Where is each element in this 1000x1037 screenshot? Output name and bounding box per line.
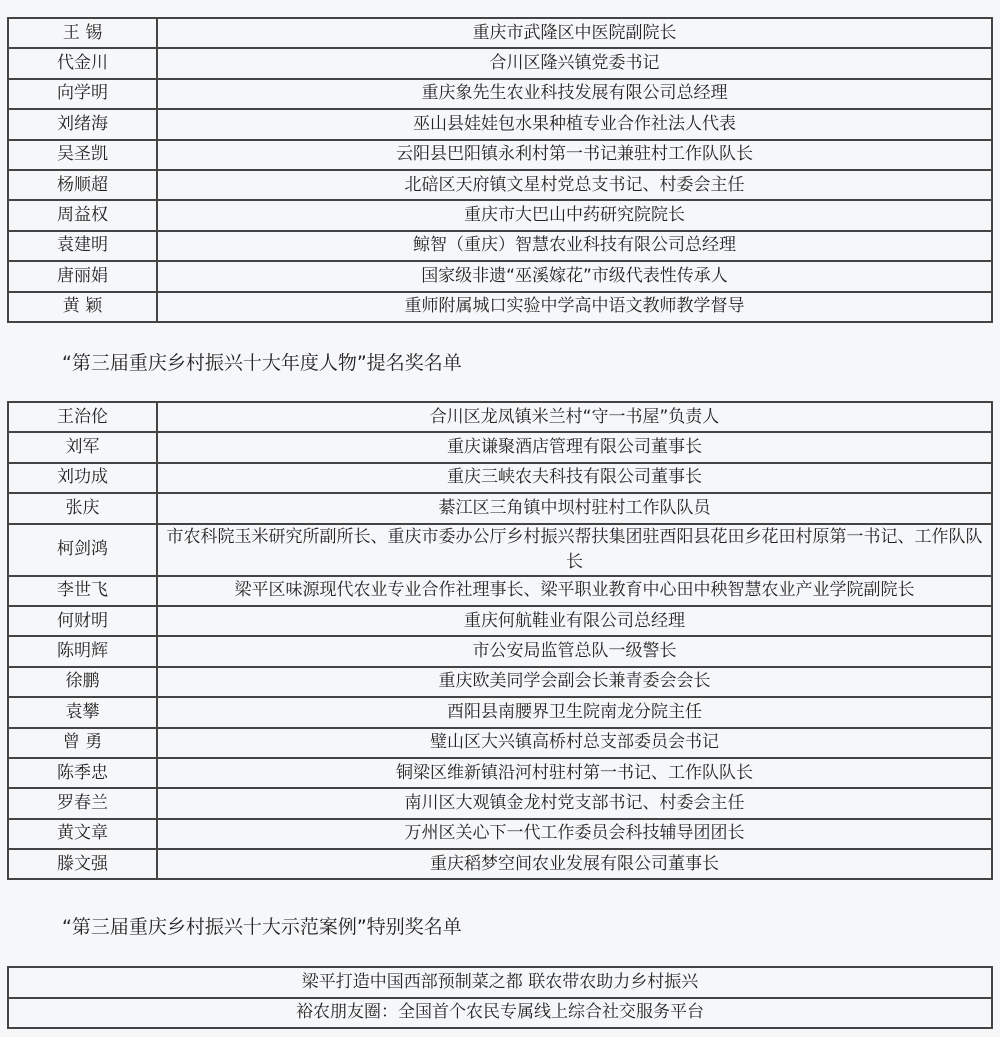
nomination-award-table (7, 401, 993, 880)
person-name-cell: 刘绪海 (8, 109, 157, 139)
person-name-cell: 代金川 (8, 48, 157, 78)
person-name-cell: 王治伦 (8, 402, 157, 432)
person-role-cell: 铜梁区维新镇沿河村驻村第一书记、工作队队长 (157, 758, 992, 788)
table-row (8, 463, 992, 493)
person-name-cell: 唐丽娟 (8, 261, 157, 291)
case-title-cell: 梁平打造中国西部预制菜之都 联农带农助力乡村振兴 (8, 967, 992, 998)
table-row (8, 493, 992, 523)
table-row (8, 200, 992, 230)
person-role-cell: 国家级非遗“巫溪嫁花”市级代表性传承人 (157, 261, 992, 291)
table-row (8, 667, 992, 697)
person-role-cell: 合川区隆兴镇党委书记 (157, 48, 992, 78)
table-row (8, 728, 992, 758)
person-name-cell: 李世飞 (8, 576, 157, 606)
table-row (8, 261, 992, 291)
table-row (8, 849, 992, 879)
person-role-cell: 重庆何航鞋业有限公司总经理 (157, 606, 992, 636)
special-award-table (7, 966, 993, 1029)
person-name-cell: 徐鹏 (8, 667, 157, 697)
person-role-cell: 重师附属城口实验中学高中语文教师教学督导 (157, 292, 992, 322)
person-role-cell: 市农科院玉米研究所副所长、重庆市委办公厅乡村振兴帮扶集团驻酉阳县花田乡花田村原第一书记、工作队队长 (157, 524, 992, 576)
table-row (8, 576, 992, 606)
person-name-cell: 王 锡 (8, 18, 157, 48)
person-name-cell: 罗春兰 (8, 788, 157, 818)
table-row (8, 998, 992, 1029)
person-name-cell: 柯剑鸿 (8, 524, 157, 576)
person-name-cell: 杨顺超 (8, 170, 157, 200)
table-row (8, 697, 992, 727)
table-row (8, 524, 992, 576)
person-name-cell: 黄 颖 (8, 292, 157, 322)
table-row (8, 140, 992, 170)
honoree-table-1 (7, 17, 993, 323)
table-row (8, 432, 992, 462)
nomination-award-table-body (8, 402, 992, 879)
person-name-cell: 陈明辉 (8, 636, 157, 666)
person-role-cell: 云阳县巴阳镇永利村第一书记兼驻村工作队队长 (157, 140, 992, 170)
table-row (8, 636, 992, 666)
person-role-cell: 重庆象先生农业科技发展有限公司总经理 (157, 79, 992, 109)
person-role-cell: 重庆谦聚酒店管理有限公司董事长 (157, 432, 992, 462)
person-name-cell: 周益权 (8, 200, 157, 230)
table-row (8, 788, 992, 818)
person-role-cell: 市公安局监管总队一级警长 (157, 636, 992, 666)
person-role-cell: 南川区大观镇金龙村党支部书记、村委会主任 (157, 788, 992, 818)
person-name-cell: 吴圣凯 (8, 140, 157, 170)
case-title-cell: 裕农朋友圈：全国首个农民专属线上综合社交服务平台 (8, 998, 992, 1029)
table-row (8, 292, 992, 322)
person-role-cell: 梁平区味源现代农业专业合作社理事长、梁平职业教育中心田中秧智慧农业产业学院副院长 (157, 576, 992, 606)
person-name-cell: 袁攀 (8, 697, 157, 727)
person-name-cell: 向学明 (8, 79, 157, 109)
person-name-cell: 陈季忠 (8, 758, 157, 788)
table-row (8, 819, 992, 849)
person-role-cell: 巫山县娃娃包水果种植专业合作社法人代表 (157, 109, 992, 139)
table-row (8, 231, 992, 261)
person-role-cell: 鲸智（重庆）智慧农业科技有限公司总经理 (157, 231, 992, 261)
person-role-cell: 綦江区三角镇中坝村驻村工作队队员 (157, 493, 992, 523)
person-name-cell: 何财明 (8, 606, 157, 636)
nomination-award-heading: “第三届重庆乡村振兴十大年度人物”提名奖名单 (62, 352, 462, 374)
person-role-cell: 璧山区大兴镇高桥村总支部委员会书记 (157, 728, 992, 758)
person-name-cell: 刘功成 (8, 463, 157, 493)
table-row (8, 48, 992, 78)
table-row (8, 606, 992, 636)
table-row (8, 758, 992, 788)
person-name-cell: 滕文强 (8, 849, 157, 879)
person-name-cell: 袁建明 (8, 231, 157, 261)
person-role-cell: 酉阳县南腰界卫生院南龙分院主任 (157, 697, 992, 727)
person-role-cell: 重庆稻梦空间农业发展有限公司董事长 (157, 849, 992, 879)
table-row (8, 109, 992, 139)
person-role-cell: 合川区龙凤镇米兰村“守一书屋”负责人 (157, 402, 992, 432)
honoree-table-1-body (8, 18, 992, 322)
person-role-cell: 北碚区天府镇文星村党总支书记、村委会主任 (157, 170, 992, 200)
person-role-cell: 重庆市大巴山中药研究院院长 (157, 200, 992, 230)
special-award-table-body (8, 967, 992, 1028)
person-role-cell: 万州区关心下一代工作委员会科技辅导团团长 (157, 819, 992, 849)
table-row (8, 79, 992, 109)
table-row (8, 402, 992, 432)
person-name-cell: 张庆 (8, 493, 157, 523)
special-award-heading: “第三届重庆乡村振兴十大示范案例”特别奖名单 (62, 916, 462, 938)
table-row (8, 967, 992, 998)
table-row (8, 18, 992, 48)
person-name-cell: 黄文章 (8, 819, 157, 849)
person-name-cell: 曾 勇 (8, 728, 157, 758)
person-role-cell: 重庆市武隆区中医院副院长 (157, 18, 992, 48)
person-name-cell: 刘军 (8, 432, 157, 462)
table-row (8, 170, 992, 200)
person-role-cell: 重庆三峡农夫科技有限公司董事长 (157, 463, 992, 493)
person-role-cell: 重庆欧美同学会副会长兼青委会会长 (157, 667, 992, 697)
